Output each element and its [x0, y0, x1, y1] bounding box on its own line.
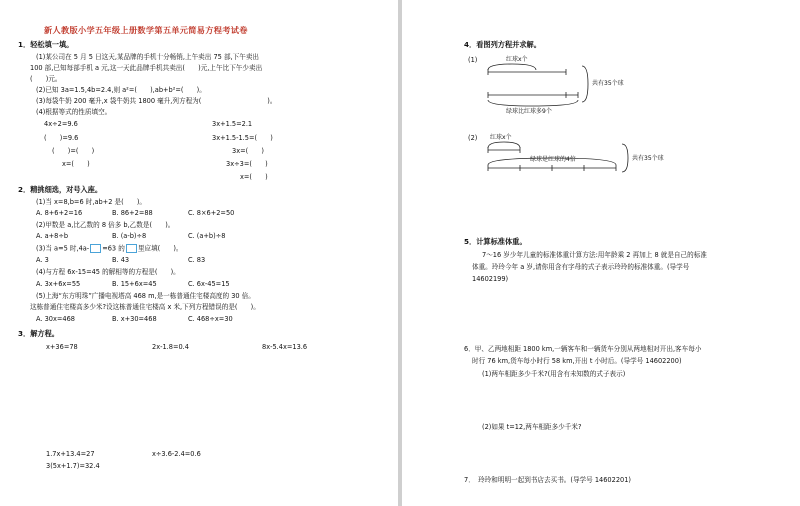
s2-q5-option-a: A. 30x=468 — [36, 315, 75, 323]
section-4-heading: 4．看图列方程并求解。 — [464, 40, 541, 49]
s7-line1: 7． 玲玲和明明一起到书店去买书。(导学号 14602201) — [464, 476, 631, 484]
s1-eq-1a: 4x÷2=9.6 — [44, 120, 78, 128]
diagram1-green-label: 绿球比红球多9个 — [506, 108, 552, 115]
s2-q4-option-a: A. 3x+6x=55 — [36, 280, 81, 288]
s3-equation-2: 2x-1.8=0.4 — [152, 343, 189, 351]
s1-eq-3a: ( )=( ) — [52, 147, 95, 155]
s2-q1-option-a: A. 8+6+2=16 — [36, 209, 83, 217]
s2-q3-text-mid: =63 的 — [102, 244, 125, 253]
s2-q1-option-c: C. 8×6+2=50 — [188, 209, 235, 217]
s1-q2: (2)已知 3a=1.5,4b=2.4,则 a²=( ),ab+b²=( )。 — [36, 86, 206, 94]
s2-q3-option-c: C. 83 — [188, 256, 206, 264]
s3-equation-4: 1.7x+13.4=27 — [46, 450, 95, 458]
right-page — [402, 0, 800, 506]
s4-problem-1-number: (1) — [468, 56, 478, 64]
s3-equation-6: 3(5x+1.7)=32.4 — [46, 462, 100, 470]
diagram1-total-label: 共有35个球 — [592, 80, 624, 87]
s2-q3-option-a: A. 3 — [36, 256, 49, 264]
s5-line1: 7～16 岁少年儿童的标准体重计算方法:用年龄乘 2 再加上 8 就是自己的标准 — [482, 251, 707, 259]
s1-eq-2a: ( )=9.6 — [44, 134, 79, 142]
diagram1-red-label: 红球x个 — [506, 56, 528, 63]
s5-line3: 14602199) — [472, 275, 509, 283]
s2-q1: (1)当 x=8,b=6 时,ab+2 是( )。 — [36, 198, 147, 206]
s1-eq-4b: 3x÷3=( ) — [226, 160, 268, 168]
s2-q4-option-c: C. 6x-45=15 — [188, 280, 230, 288]
s4-problem-2-number: (2) — [468, 134, 478, 142]
diagram2-green-label: 绿球是红球的4倍 — [530, 156, 576, 163]
s2-q5-line1: (5)上海“东方明珠”广播电视塔高 468 m,是一栋普通住宅楼高度的 30 倍。 — [36, 292, 255, 300]
blank-box-1 — [90, 244, 101, 253]
s2-q3-text-end: 里应填( )。 — [137, 244, 183, 253]
s2-q5-line2: 这栋普通住宅楼高多少米?设这栋普通住宅楼高 x 米,下列方程错误的是( )。 — [30, 303, 260, 311]
s2-q3-option-b: B. 43 — [112, 256, 130, 264]
diagram1-total-brace — [582, 66, 588, 102]
s2-q5-option-c: C. 468÷x=30 — [188, 315, 233, 323]
s2-q1-option-b: B. 86+2=88 — [112, 209, 153, 217]
section-3-heading: 3．解方程。 — [18, 329, 59, 338]
s1-eq-5b: x=( ) — [240, 173, 268, 181]
s6-question-2: (2)如果 t=12,两车相距多少千米? — [482, 423, 582, 431]
s5-line2: 体重。玲玲今年 a 岁,请你用含有字母的式子表示玲玲的标准体重。(导学号 — [472, 263, 690, 271]
s2-q3-text-start: (3)当 a=5 时,4a- — [36, 244, 90, 253]
s1-eq-4a: x=( ) — [62, 160, 90, 168]
s1-q4: (4)根据等式的性质填空。 — [36, 108, 112, 116]
section-2-heading: 2．精挑细选，对号入座。 — [18, 185, 103, 194]
left-page — [0, 0, 398, 506]
s2-q2-option-a: A. a+8÷b — [36, 232, 69, 240]
s1-eq-2b: 3x+1.5-1.5=( ) — [212, 134, 273, 142]
s3-equation-1: x+36=78 — [46, 343, 78, 351]
diagram2-red-brace — [488, 142, 520, 148]
diagram2-red-label: 红球x个 — [490, 134, 512, 141]
diagram2-total-label: 共有35个球 — [632, 155, 664, 162]
s2-q3 — [36, 244, 183, 253]
s1-q1-line1: (1)某公司在 5 月 5 日这天,某品牌的手机十分畅销,上午卖出 75 部,下午卖出 — [36, 53, 260, 61]
s6-line2: 时行 76 km,货车每小时行 58 km,开出 t 小时后。(导学号 14602200) — [472, 357, 682, 365]
s3-equation-3: 8x-5.4x=13.6 — [262, 343, 308, 351]
s2-q5-option-b: B. x+30=468 — [112, 315, 157, 323]
section-1-heading: 1．轻松填一填。 — [18, 40, 74, 49]
exam-title: 新人教版小学五年级上册数学第五单元简易方程考试卷 — [44, 25, 248, 35]
s3-equation-5: x÷3.6-2.4=0.6 — [152, 450, 201, 458]
s2-q2: (2)甲数是 a,比乙数的 8 倍多 b,乙数是( )。 — [36, 221, 175, 229]
blank-box-2 — [126, 244, 137, 253]
s6-question-1: (1)两车相距多少千米?(用含有未知数的式子表示) — [482, 370, 626, 378]
s2-q4: (4)与方程 6x-15=45 的解相等的方程是( )。 — [36, 268, 180, 276]
s1-eq-3b: 3x=( ) — [232, 147, 264, 155]
section-5-heading: 5．计算标准体重。 — [464, 237, 527, 246]
s2-q4-option-b: B. 15+6x=45 — [112, 280, 157, 288]
diagram1-green-brace — [488, 100, 578, 106]
s1-q1-line3: ( )元。 — [30, 75, 62, 83]
s1-q1-line2: 100 部,已知每部手机 a 元,这一天此品牌手机共卖出( )元,上午比下午少卖出 — [30, 64, 263, 72]
s1-q3: (3)每袋牛奶 200 毫升,x 袋牛奶共 1800 毫升,列方程为( )。 — [36, 97, 277, 105]
s2-q2-option-c: C. (a+b)÷8 — [188, 232, 226, 240]
diagram2-total-brace — [622, 144, 628, 172]
diagram1-red-brace — [488, 64, 536, 70]
s6-line1: 6．甲、乙两地相距 1800 km,一辆客车和一辆货车分别从两地相对开出,客车每小 — [464, 345, 702, 353]
s1-eq-1b: 3x+1.5=2.1 — [212, 120, 253, 128]
s2-q2-option-b: B. (a-b)÷8 — [112, 232, 147, 240]
